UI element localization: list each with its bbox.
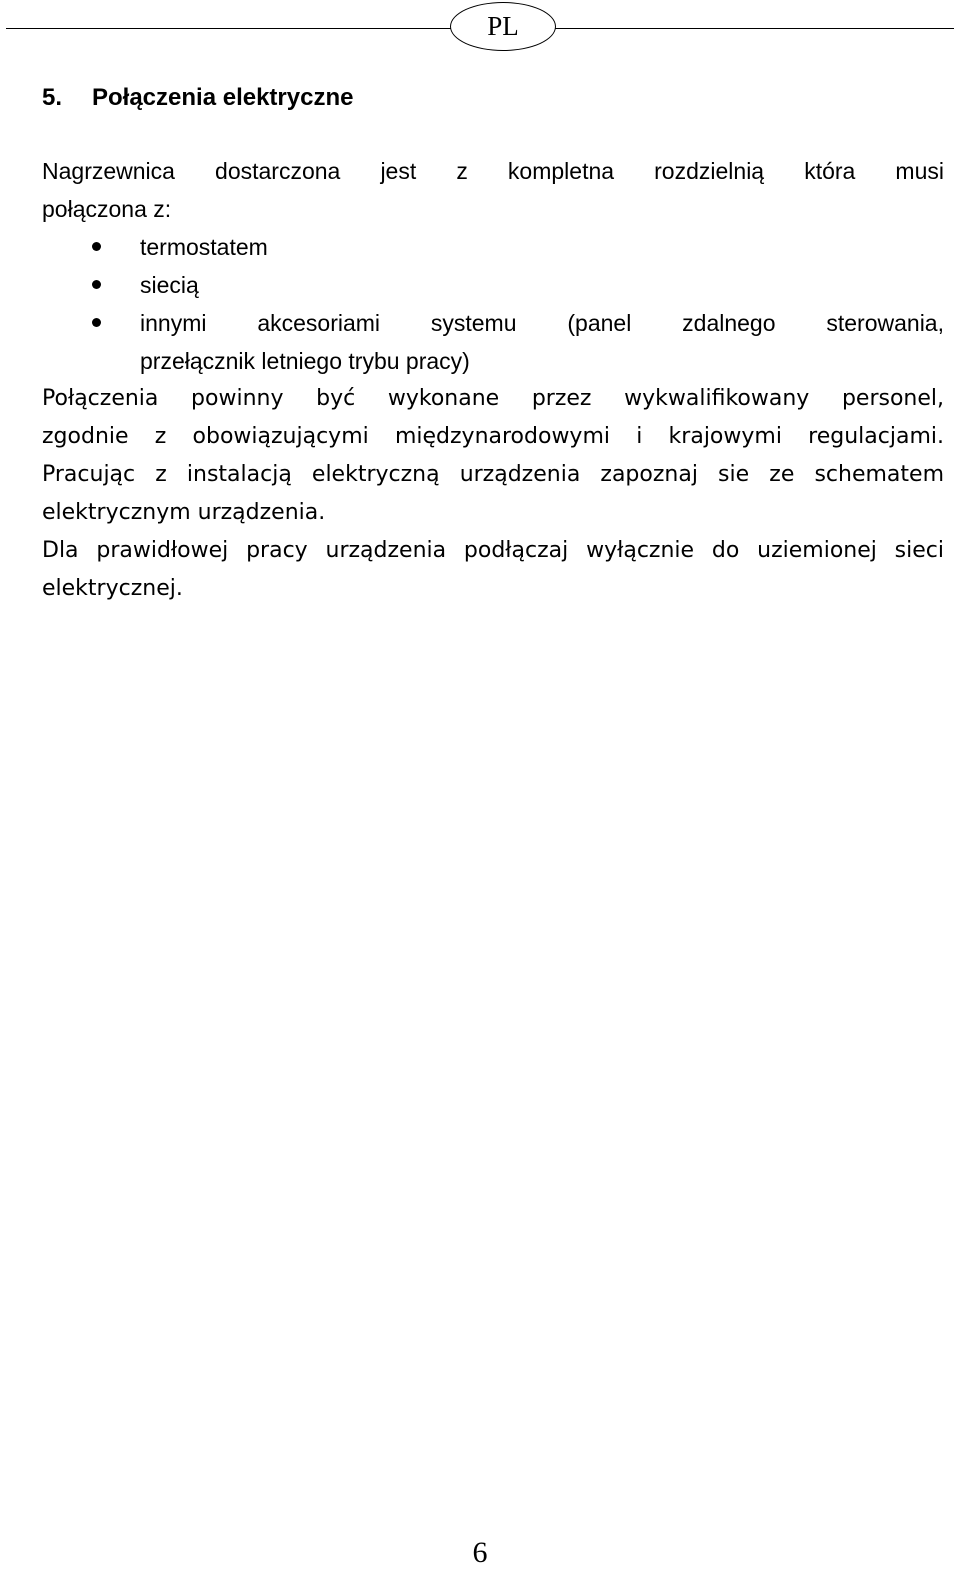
paragraph-grounding-line-1: Dla prawidłowej pracy urządzenia podłączaj wyłącznie do uziemionej sieci xyxy=(42,538,944,563)
bullet-icon xyxy=(92,242,101,251)
section-heading xyxy=(42,84,353,112)
list-item xyxy=(42,228,944,266)
page-number: 6 xyxy=(472,1536,488,1569)
language-code: PL xyxy=(487,11,519,41)
bullet-icon xyxy=(92,280,101,289)
paragraph-wiring-diagram-line-1: Pracując z instalacją elektryczną urządzenia zapoznaj sie ze schematem xyxy=(42,462,944,487)
document-body xyxy=(42,152,944,608)
paragraph-grounding-line-2: elektrycznej. xyxy=(42,576,183,601)
paragraph-qualified-personnel-line-1: Połączenia powinny być wykonane przez wykwalifikowany personel, xyxy=(42,386,944,411)
list-item xyxy=(42,266,944,304)
intro-line-2: połączona z: xyxy=(42,196,172,222)
bullet-icon xyxy=(92,318,101,327)
list-item-text: termostatem xyxy=(140,234,268,260)
list-item-text: innymi akcesoriami systemu (panel zdalnego sterowania, xyxy=(140,310,944,336)
connection-list xyxy=(42,228,944,380)
list-item-text-continued: przełącznik letniego trybu pracy) xyxy=(140,348,470,374)
language-badge xyxy=(450,2,556,51)
paragraph-wiring-diagram-line-2: elektrycznym urządzenia. xyxy=(42,500,326,525)
list-item-text: siecią xyxy=(140,272,199,298)
section-title: Połączenia elektryczne xyxy=(92,84,354,111)
section-number: 5. xyxy=(42,84,63,111)
list-item xyxy=(42,304,944,380)
intro-line-1: Nagrzewnica dostarczona jest z kompletna rozdzielnią która musi xyxy=(42,158,944,184)
paragraph-qualified-personnel-line-2: zgodnie z obowiązującymi międzynarodowymi i krajowymi regulacjami. xyxy=(42,424,944,449)
